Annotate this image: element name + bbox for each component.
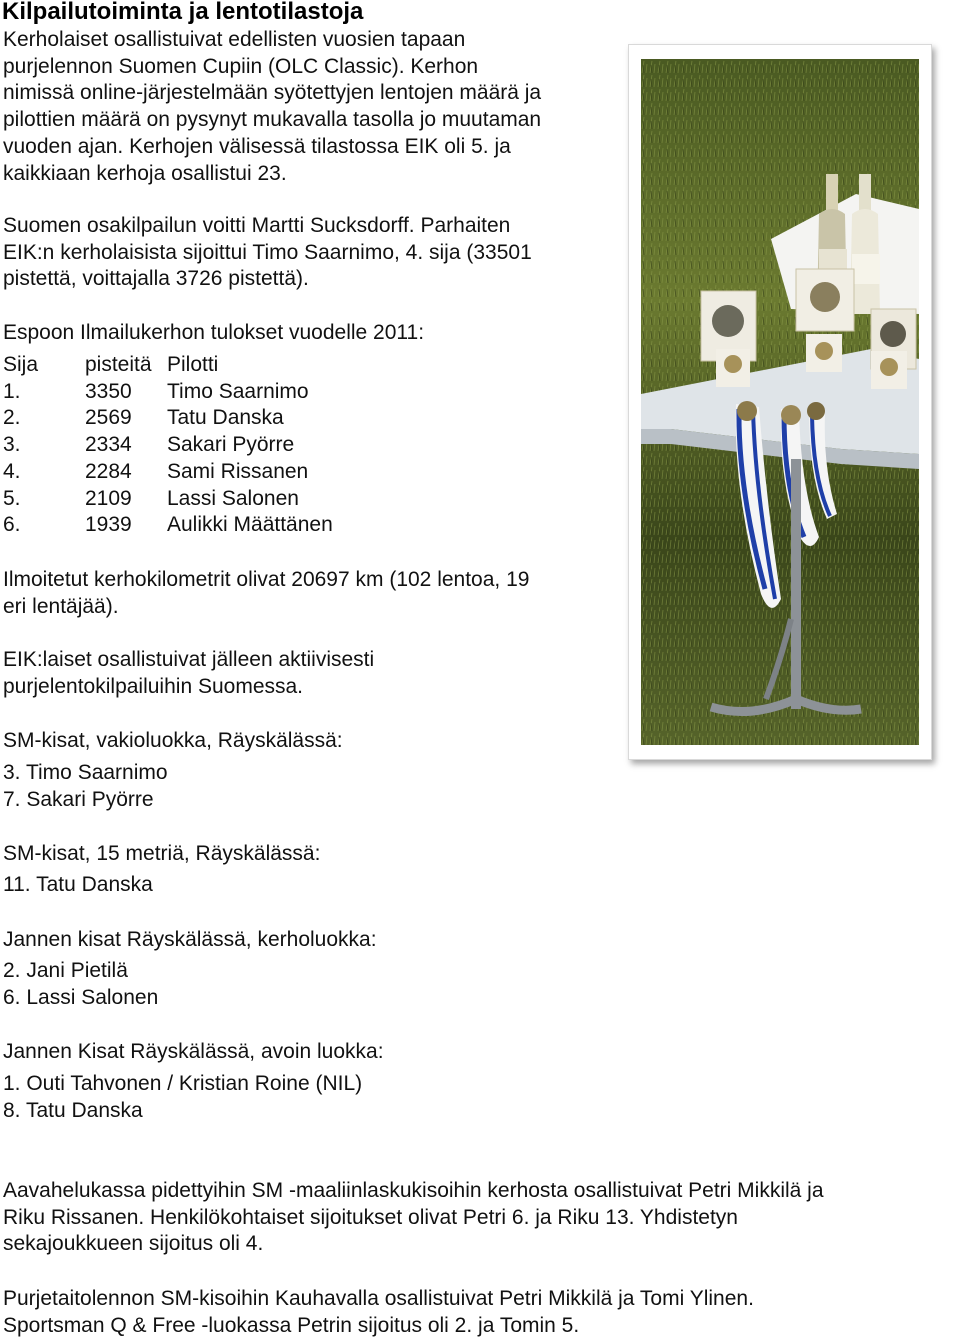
trophy-plaque-icon bbox=[796, 269, 854, 331]
intro-line: Kerholaiset osallistuivat edellisten vuosien tapaan bbox=[3, 28, 466, 51]
competition-result: 2. Jani Pietilä bbox=[3, 959, 128, 982]
table-row bbox=[3, 405, 333, 432]
intro-line: purjelennon Suomen Cupiin (OLC Classic). Kerhon bbox=[3, 54, 479, 78]
pilot-cell: Aulikki Määttänen bbox=[167, 513, 333, 537]
active-paragraph bbox=[3, 647, 374, 700]
competition-result: 1. Outi Tahvonen / Kristian Roine (NIL) bbox=[3, 1072, 363, 1095]
rank-cell: 4. bbox=[3, 459, 21, 483]
landing-line: sekajoukkueen sijoitus oli 4. bbox=[3, 1232, 264, 1256]
cup-winner-paragraph bbox=[3, 213, 532, 293]
pilot-cell: Sakari Pyörre bbox=[167, 433, 295, 457]
competition-results bbox=[3, 958, 158, 1011]
kilometers-paragraph bbox=[3, 567, 529, 620]
rank-cell: 2. bbox=[3, 406, 21, 430]
results-header-row bbox=[3, 352, 333, 379]
competition-results bbox=[3, 1071, 362, 1124]
header-rank: Sija bbox=[3, 353, 39, 376]
points-cell: 2284 bbox=[85, 459, 132, 483]
pilot-cell: Sami Rissanen bbox=[167, 459, 309, 483]
competition-result: 7. Sakari Pyörre bbox=[3, 787, 154, 811]
intro-paragraph bbox=[3, 27, 541, 187]
cup-winner-line: pistettä, voittajalla 3726 pistettä). bbox=[3, 267, 309, 291]
competition-result: 8. Tatu Danska bbox=[3, 1098, 143, 1122]
intro-line: pilottien määrä on pysynyt mukavalla tasolla jo muutaman bbox=[3, 108, 542, 132]
table-row bbox=[3, 379, 333, 406]
rank-cell: 1. bbox=[3, 379, 21, 403]
intro-line: kaikkiaan kerhoja osallistui 23. bbox=[3, 161, 287, 185]
cup-winner-line: Suomen osakilpailun voitti Martti Sucksdorff. Parhaiten bbox=[3, 214, 511, 237]
points-cell: 3350 bbox=[85, 379, 132, 403]
table-row bbox=[3, 432, 333, 459]
points-cell: 1939 bbox=[85, 513, 132, 537]
small-trophy-icon bbox=[871, 351, 907, 389]
landing-line: Aavahelukassa pidettyihin SM -maaliinlaskukisoihin kerhosta osallistuivat Petri Mikkilä ja bbox=[3, 1179, 824, 1202]
competition-heading: Jannen kisat Räyskälässä, kerholuokka: bbox=[3, 928, 377, 951]
competition-results bbox=[3, 872, 153, 899]
pilot-cell: Timo Saarnimo bbox=[167, 379, 309, 403]
pilot-cell: Tatu Danska bbox=[167, 406, 284, 430]
rank-cell: 3. bbox=[3, 433, 21, 457]
points-cell: 2569 bbox=[85, 406, 132, 430]
intro-line: nimissä online-järjestelmään syötettyjen lentojen määrä ja bbox=[3, 81, 542, 105]
table-row bbox=[3, 512, 333, 539]
intro-line: vuoden ajan. Kerhojen välisessä tilastossa EIK oli 5. ja bbox=[3, 134, 511, 158]
aerobatics-line: Sportsman Q & Free -luokassa Petrin sijoitus oli 2. ja Tomin 5. bbox=[3, 1313, 580, 1337]
results-table bbox=[3, 352, 333, 539]
header-points: pisteitä bbox=[85, 353, 152, 376]
competition-result: 6. Lassi Salonen bbox=[3, 985, 159, 1009]
aerobatics-line: Purjetaitolennon SM-kisoihin Kauhavalla osallistuivat Petri Mikkilä ja Tomi Ylinen. bbox=[3, 1287, 754, 1310]
header-pilot: Pilotti bbox=[167, 353, 219, 376]
trophy-photo bbox=[628, 44, 932, 760]
competition-results bbox=[3, 760, 168, 813]
competition-heading: SM-kisat, 15 metriä, Räyskälässä: bbox=[3, 842, 321, 865]
kilometers-line: eri lentäjää). bbox=[3, 594, 119, 618]
trophy-table-illustration bbox=[641, 59, 919, 745]
small-trophy-icon bbox=[716, 349, 750, 387]
cup-winner-line: EIK:n kerholaisista sijoittui Timo Saarnimo, 4. sija (33501 bbox=[3, 240, 532, 264]
pilot-cell: Lassi Salonen bbox=[167, 486, 299, 510]
small-trophy-icon bbox=[806, 334, 842, 372]
competition-result: 3. Timo Saarnimo bbox=[3, 761, 168, 784]
aerobatics-paragraph bbox=[3, 1286, 754, 1339]
active-line: EIK:laiset osallistuivat jälleen aktiivisesti bbox=[3, 648, 375, 671]
competition-result: 11. Tatu Danska bbox=[3, 873, 153, 896]
table-row bbox=[3, 459, 333, 486]
results-heading: Espoon Ilmailukerhon tulokset vuodelle 2011: bbox=[3, 321, 425, 344]
rank-cell: 6. bbox=[3, 513, 21, 537]
landing-paragraph bbox=[3, 1178, 824, 1258]
page-title: Kilpailutoiminta ja lentotilastoja bbox=[2, 0, 364, 25]
kilometers-line: Ilmoitetut kerhokilometrit olivat 20697 km (102 lentoa, 19 bbox=[3, 568, 530, 591]
competition-heading: Jannen Kisat Räyskälässä, avoin luokka: bbox=[3, 1040, 384, 1063]
table-row bbox=[3, 486, 333, 513]
active-line: purjelentokilpailuihin Suomessa. bbox=[3, 674, 304, 698]
points-cell: 2109 bbox=[85, 486, 132, 510]
points-cell: 2334 bbox=[85, 433, 132, 457]
rank-cell: 5. bbox=[3, 486, 21, 510]
competition-heading: SM-kisat, vakioluokka, Räyskälässä: bbox=[3, 729, 343, 752]
landing-line: Riku Rissanen. Henkilökohtaiset sijoitukset olivat Petri 6. ja Riku 13. Yhdistetyn bbox=[3, 1205, 738, 1229]
